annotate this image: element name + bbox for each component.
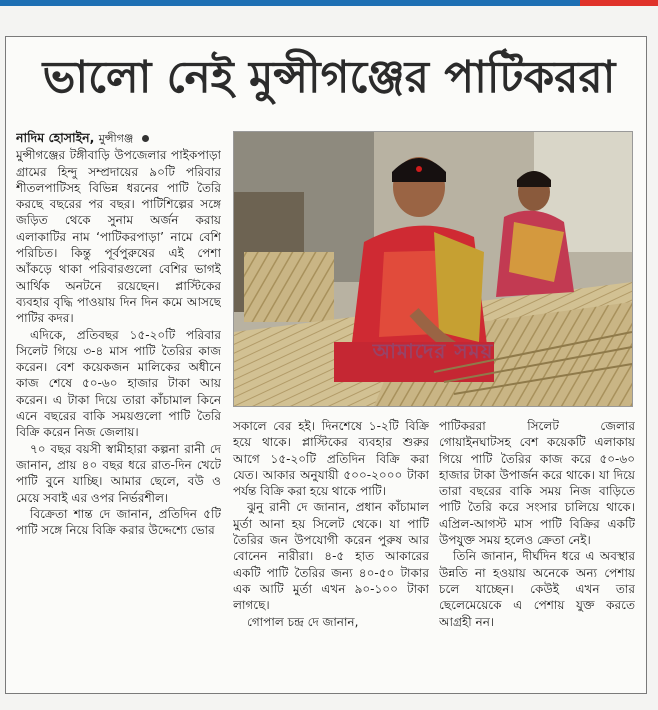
col2-paragraph-3: গোপাল চন্দ্র দে জানান, [247,614,359,629]
col1-paragraph-2: এদিকে, প্রতিবছর ১৫-২০টি পরিবার সিলেট গিয়ে ৩-৪ মাস পাটি তৈরির কাজ করেন। বেশ কয়েকজন মালিকের অধীনে কাজ শেষে ৫০-৬০ হাজার টাকা আয় করেন। এ টাকা দিয়ে তারা কাঁচামাল কিনে এনে বছরের বাকি সময়গুলো পাটি তৈরি বিক্রি করেন নিজ জেলায়। [16,327,221,440]
top-accent-bar-red [580,0,658,6]
photo-watermark: আমাদের সময় [372,339,494,363]
author-name: নাদিম হোসাইন, [16,130,95,145]
article-photo [233,131,633,407]
top-accent-bar [0,0,580,6]
col3-paragraph-2: তিনি জানান, দীর্ঘদিন ধরে এ অবস্থার উন্নতি না হওয়ায় অনেকে অন্য পেশায় চলে যাচ্ছেন। কেউই এখন তার ছেলেমেয়েকে এ পেশায় যুক্ত করতে আগ্রহী নন। [439,549,635,629]
col1-paragraph-3: ৭০ বছর বয়সী স্বামীহারা কল্পনা রানী দে জানান, প্রায় ৪০ বছর ধরে রাত-দিন খেটে পাটি বুনে যাচ্ছি। আমার ছেলে, বউ ও মেয়ে সবাই এর ওপর নির্ভরশীল। [16,441,221,505]
article-column-1 [16,130,221,690]
col2-paragraph-2: ঝুনু রানী দে জানান, প্রধান কাঁচামাল মুর্তা আনা হয় সিলেট থেকে। যা পাটি তৈরির জন উপযোগী করেন পুরুষ আর বোনেন নারীরা। ৪-৫ হাত আকারের একটি পাটি তৈরির জন্য ৪০-৫০ টাকার এক আটি মুর্তা এখন ৯০-১০০ টাকা লাগছে। [233,500,429,613]
col1-paragraph-4: বিক্রেতা শান্ত দে জানান, প্রতিদিন ৫টি পাটি সঙ্গে নিয়ে বিক্রি করার উদ্দেশ্যে ভোর [16,506,221,538]
byline-bullet-icon [142,135,149,142]
byline [16,130,149,145]
col1-paragraph-1: মুন্সীগঞ্জের টঙ্গীবাড়ি উপজেলার পাইকপাড়া গ্রামের হিন্দু সম্প্রদায়ের ৯০টি পরিবার শীতলপাটিসহ বিভিন্ন ধরনের পাটি তৈরি করছে বছরের পর বছর। পাটিশিল্পের সঙ্গে জড়িত থেকে সুনাম অর্জন করায় এলাকাটির নাম ‘পাটিকরপাড়া’ নামে বেশি পরিচিত। কিন্তু পূর্বপুরুষের এই পেশা আঁকড়ে থাকা পরিবারগুলো বেশির ভাগই আর্থিক অনটনে রয়েছেন। প্লাস্টিকের ব্যবহার বৃদ্ধি পাওয়ায় দিন দিন কমে আসছে পাটির কদর। [16,148,221,326]
byline-location: মুন্সীগঞ্জ [98,132,134,145]
article-column-2 [233,418,429,688]
article-headline: ভালো নেই মুন্সীগঞ্জের পাটিকররা [42,52,616,103]
col2-paragraph-1: সকালে বের হই। দিনশেষে ১-২টি বিক্রি হয়ে থাকে। প্লাস্টিকের ব্যবহার শুরুর আগে ১৫-২০টি প্রতিদিন বিক্রি করা যেত। আকার অনুযায়ী ৫০০-২০০০ টাকা পর্যন্ত বিক্রি করা হয়ে থাকে পাটি। [233,419,429,499]
article-column-3 [439,418,635,688]
col3-paragraph-1: পাটিকররা সিলেট জেলার গোয়াইনঘাটসহ বেশ কয়েকটি এলাকায় গিয়ে পাটি তৈরির কাজ করে ৫০-৬০ হাজার টাকা উপার্জন করে থাকে। যা দিয়ে তারা বছরের বাকি সময় নিজ বাড়িতে পাটি তৈরি করে সংসার চালিয়ে থাকে। এপ্রিল-আগস্ট মাস পাটি বিক্রির একটি উপযুক্ত সময় হলেও ক্রেতা নেই। [439,419,635,548]
